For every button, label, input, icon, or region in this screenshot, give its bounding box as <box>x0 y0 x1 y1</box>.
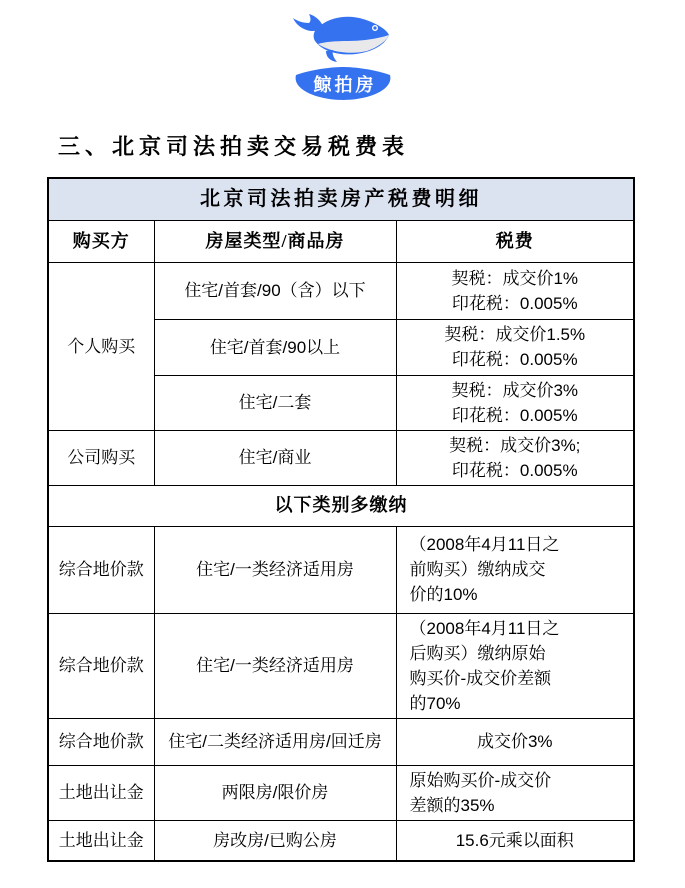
tax-line: 契税：成交价1% <box>451 268 579 288</box>
tax-line: 契税：成交价3% <box>451 380 579 400</box>
table-row <box>48 262 634 319</box>
table-title: 北京司法拍卖房产税费明细 <box>48 178 634 220</box>
tax-cell <box>396 375 634 430</box>
table-row <box>48 430 634 485</box>
tax-cell <box>396 430 634 485</box>
type-cell: 住宅/首套/90（含）以下 <box>154 262 396 319</box>
brand-logo <box>278 8 408 102</box>
table-row <box>48 820 634 861</box>
tax-line: 的70% <box>409 693 461 713</box>
table-row <box>48 613 634 718</box>
brand-name: 鲸拍房 <box>313 75 376 95</box>
tax-line: 契税：成交价1.5% <box>444 325 586 344</box>
tax-line: 印花税：0.005% <box>451 293 578 313</box>
tax-line: 印花税：0.005% <box>451 405 578 425</box>
type-cell: 住宅/首套/90以上 <box>154 319 396 375</box>
table-row <box>48 526 634 613</box>
table-header-row <box>48 220 634 262</box>
col-header-buyer: 购买方 <box>48 220 154 262</box>
tax-cell <box>396 319 634 375</box>
tax-table <box>47 177 635 862</box>
section-heading: 三、北京司法拍卖交易税费表 <box>58 134 410 159</box>
tax-line: 前购买）缴纳成交 <box>409 560 546 579</box>
whale-icon <box>288 8 398 63</box>
type-cell: 住宅/二套 <box>154 375 396 430</box>
tax-line: 后购买）缴纳原始 <box>409 643 546 663</box>
tax-cell <box>396 262 634 319</box>
table-title-row <box>48 178 634 220</box>
tax-cell: 15.6元乘以面积 <box>396 820 634 861</box>
buyer-cell: 土地出让金 <box>48 820 154 861</box>
table-section-row <box>48 485 634 526</box>
col-header-tax: 税费 <box>396 220 634 262</box>
table-row <box>48 765 634 820</box>
tax-line: 原始购买价-成交价 <box>409 770 552 790</box>
buyer-cell: 土地出让金 <box>48 765 154 820</box>
tax-line: 购买价-成交价差额 <box>409 668 552 688</box>
type-cell: 住宅/二类经济适用房/回迁房 <box>154 718 396 765</box>
buyer-cell: 公司购买 <box>48 430 154 485</box>
col-header-house-type: 房屋类型/商品房 <box>154 220 396 262</box>
tax-cell <box>396 765 634 820</box>
section-header-cell: 以下类别多缴纳 <box>48 485 634 526</box>
type-cell: 住宅/一类经济适用房 <box>154 526 396 613</box>
tax-cell: 成交价3% <box>396 718 634 765</box>
tax-cell <box>396 526 634 613</box>
tax-line: 印花税：0.005% <box>451 460 578 480</box>
buyer-cell: 综合地价款 <box>48 613 154 718</box>
type-cell: 两限房/限价房 <box>154 765 396 820</box>
buyer-cell: 个人购买 <box>48 262 154 430</box>
table-row <box>48 718 634 765</box>
tax-line: 印花税：0.005% <box>451 350 578 369</box>
brand-badge <box>287 66 399 102</box>
tax-cell <box>396 613 634 718</box>
buyer-cell: 综合地价款 <box>48 526 154 613</box>
buyer-cell: 综合地价款 <box>48 718 154 765</box>
tax-line: 差额的35% <box>409 795 495 815</box>
tax-line: （2008年4月11日之 <box>409 618 560 638</box>
type-cell: 房改房/已购公房 <box>154 820 396 861</box>
tax-line: 契税：成交价3%; <box>449 435 581 455</box>
type-cell: 住宅/商业 <box>154 430 396 485</box>
page <box>0 8 685 888</box>
tax-line: （2008年4月11日之 <box>409 535 560 554</box>
type-cell: 住宅/一类经济适用房 <box>154 613 396 718</box>
tax-line: 价的10% <box>409 585 478 604</box>
